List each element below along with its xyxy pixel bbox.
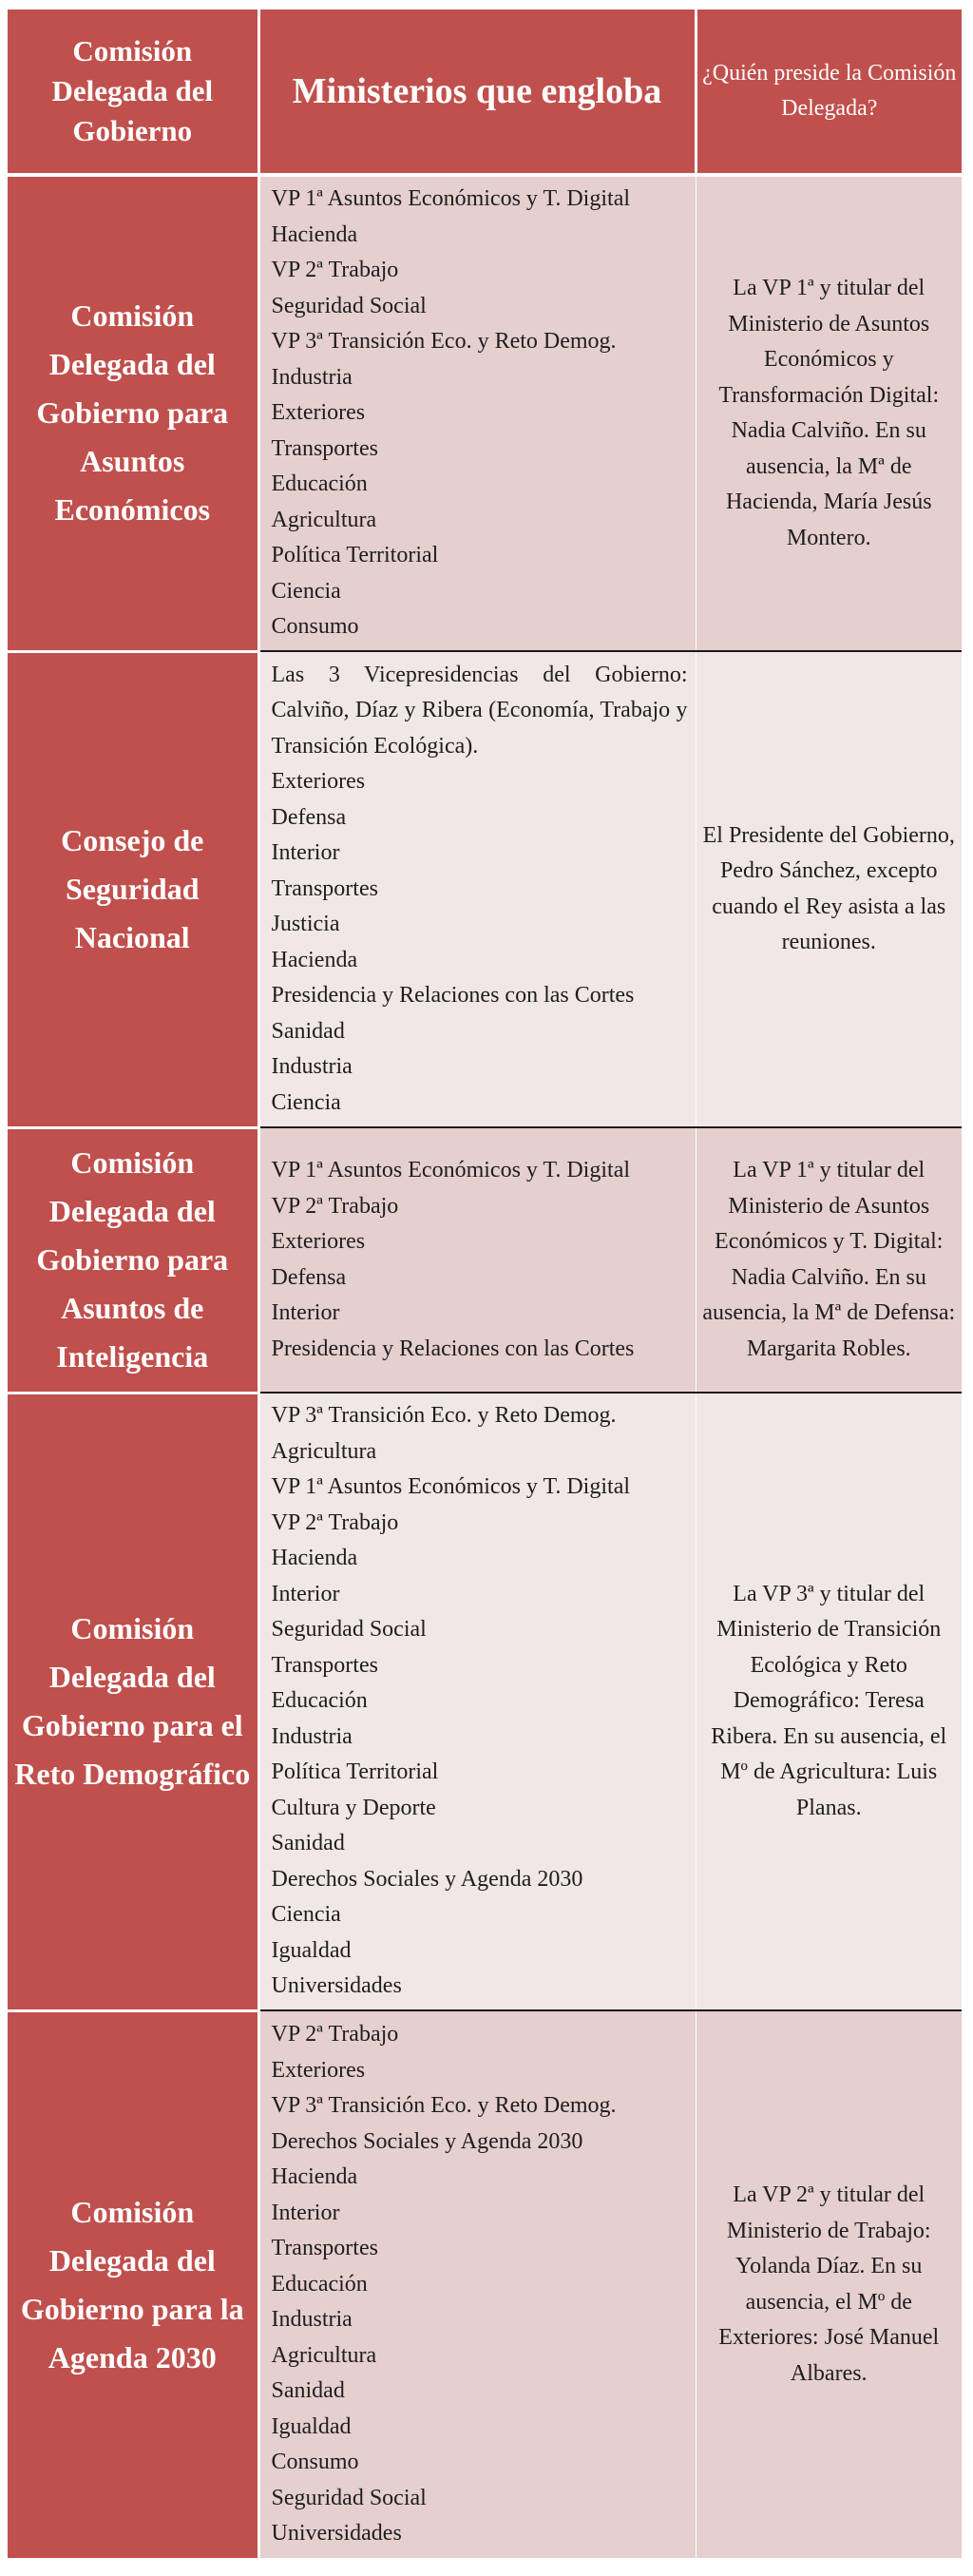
ministry-item: Ciencia — [271, 578, 341, 604]
ministry-item: Derechos Sociales y Agenda 2030 — [271, 1866, 583, 1892]
ministry-item: Presidencia y Relaciones con las Cortes — [271, 983, 635, 1009]
ministry-item: Agricultura — [271, 507, 377, 532]
commission-name: Comisión Delegada del Gobierno para Asuntos Económicos — [8, 175, 258, 651]
ministry-item: Interior — [271, 840, 340, 866]
ministry-item: Sanidad — [271, 1018, 345, 1044]
ministry-item: VP 1ª Asuntos Económicos y T. Digital — [271, 1474, 631, 1500]
table-row — [8, 175, 962, 651]
ministry-item: VP 3ª Transición Eco. y Reto Demog. — [271, 1403, 617, 1429]
ministry-item: Universidades — [271, 1973, 402, 1999]
ministry-item: VP 1ª Asuntos Económicos y T. Digital — [271, 1158, 631, 1182]
ministry-item: VP 3ª Transición Eco. y Reto Demog. — [271, 2093, 617, 2119]
ministries-list — [272, 1153, 688, 1367]
ministry-item: Exteriores — [271, 400, 366, 426]
president-cell: La VP 1ª y titular del Ministerio de Asuntos Económicos y T. Digital: Nadia Calviño. En su ausencia, la Mª de Defensa: Margarita Robles. — [696, 1127, 962, 1393]
commission-name: Comisión Delegada del Gobierno para el Reto Demográfico — [8, 1393, 258, 2010]
ministry-item: VP 2ª Trabajo — [271, 2022, 399, 2047]
ministry-item: Defensa — [271, 1264, 347, 1290]
ministry-item: Industria — [271, 2307, 353, 2333]
commission-name: Comisión Delegada del Gobierno para la Agenda 2030 — [8, 2010, 258, 2558]
ministry-item: Política Territorial — [271, 543, 439, 568]
table-row — [8, 2010, 962, 2558]
ministry-item: Hacienda — [271, 221, 358, 247]
ministry-item: Hacienda — [271, 1546, 358, 1571]
commission-name: Consejo de Seguridad Nacional — [8, 651, 258, 1127]
ministry-item: Presidencia y Relaciones con las Cortes — [271, 1336, 635, 1361]
ministries-cell — [258, 1393, 696, 2010]
ministry-item: VP 1ª Asuntos Económicos y T. Digital — [271, 186, 631, 212]
ministries-cell — [258, 2010, 696, 2558]
ministry-item: Transportes — [271, 435, 378, 461]
ministry-item: Sanidad — [271, 2378, 345, 2404]
ministry-item: Consumo — [271, 614, 359, 640]
ministry-item: Igualdad — [271, 2413, 352, 2439]
ministries-cell — [258, 1127, 696, 1393]
ministry-item: Agricultura — [271, 1438, 377, 1464]
ministry-item: Transportes — [271, 2236, 378, 2261]
president-cell: La VP 1ª y titular del Ministerio de Asuntos Económicos y Transformación Digital: Nadia Calviño. En su ausencia, la Mª de Hacienda, María Jesús Montero. — [696, 175, 962, 651]
ministry-item: Defensa — [271, 804, 347, 830]
table-row — [8, 1127, 962, 1393]
table-row — [8, 1393, 962, 2010]
commissions-table — [8, 10, 962, 2558]
ministry-item: Política Territorial — [271, 1759, 439, 1785]
ministry-item: Agricultura — [271, 2342, 377, 2368]
header-ministries: Ministerios que engloba — [258, 10, 696, 175]
ministry-item: Justicia — [271, 912, 340, 937]
ministry-item: Educación — [271, 471, 368, 497]
ministry-item: VP 2ª Trabajo — [271, 1509, 399, 1535]
president-cell: La VP 2ª y titular del Ministerio de Trabajo: Yolanda Díaz. En su ausencia, el Mº de Exteriores: José Manuel Albares. — [696, 2010, 962, 2558]
president-cell: La VP 3ª y titular del Ministerio de Transición Ecológica y Reto Demográfico: Teresa Ribera. En su ausencia, el Mº de Agricultura: Luis Planas. — [696, 1393, 962, 2010]
ministries-intro: Las 3 Vicepresidencias del Gobierno: Calviño, Díaz y Ribera (Economía, Trabajo y Transición Ecológica). — [271, 662, 688, 759]
ministry-item: Interior — [271, 1300, 340, 1325]
ministries-list — [272, 764, 688, 1121]
ministry-item: Transportes — [271, 875, 378, 901]
ministry-item: Interior — [271, 1581, 340, 1606]
ministry-item: Igualdad — [271, 1937, 352, 1963]
ministry-item: Seguridad Social — [271, 293, 427, 318]
ministry-item: Hacienda — [271, 2164, 358, 2190]
header-commission: Comisión Delegada del Gobierno — [8, 10, 258, 175]
ministry-item: Seguridad Social — [271, 1617, 427, 1643]
ministry-item: Hacienda — [271, 947, 358, 972]
ministry-item: Ciencia — [271, 1089, 341, 1115]
ministry-item: Derechos Sociales y Agenda 2030 — [271, 2128, 583, 2154]
ministry-item: Transportes — [271, 1652, 378, 1678]
ministry-item: Industria — [271, 364, 353, 390]
ministries-list — [272, 182, 688, 645]
ministry-item: Interior — [271, 2200, 340, 2225]
ministries-cell — [258, 175, 696, 651]
ministries-list — [272, 2017, 688, 2552]
ministry-item: Educación — [271, 1688, 368, 1714]
president-cell: El Presidente del Gobierno, Pedro Sánchez, excepto cuando el Rey asista a las reuniones. — [696, 651, 962, 1127]
ministry-item: Sanidad — [271, 1831, 345, 1856]
header-president: ¿Quién preside la Comisión Delegada? — [696, 10, 962, 175]
ministry-item: VP 2ª Trabajo — [271, 258, 399, 283]
ministry-item: Universidades — [271, 2521, 402, 2547]
ministry-item: Seguridad Social — [271, 2485, 427, 2510]
ministry-item: VP 2ª Trabajo — [271, 1193, 399, 1219]
ministry-item: VP 3ª Transición Eco. y Reto Demog. — [271, 329, 617, 355]
ministries-list — [272, 1398, 688, 2005]
ministry-item: Exteriores — [271, 769, 366, 795]
table-row — [8, 651, 962, 1127]
table-header-row — [8, 10, 962, 175]
ministry-item: Exteriores — [271, 2057, 366, 2083]
ministry-item: Educación — [271, 2271, 368, 2297]
ministry-item: Cultura y Deporte — [271, 1795, 436, 1820]
ministry-item: Industria — [271, 1054, 353, 1080]
ministries-cell — [258, 651, 696, 1127]
ministry-item: Industria — [271, 1723, 353, 1749]
ministry-item: Ciencia — [271, 1902, 341, 1928]
commission-name: Comisión Delegada del Gobierno para Asuntos de Inteligencia — [8, 1127, 258, 1393]
ministry-item: Consumo — [271, 2450, 359, 2475]
ministry-item: Exteriores — [271, 1229, 366, 1254]
